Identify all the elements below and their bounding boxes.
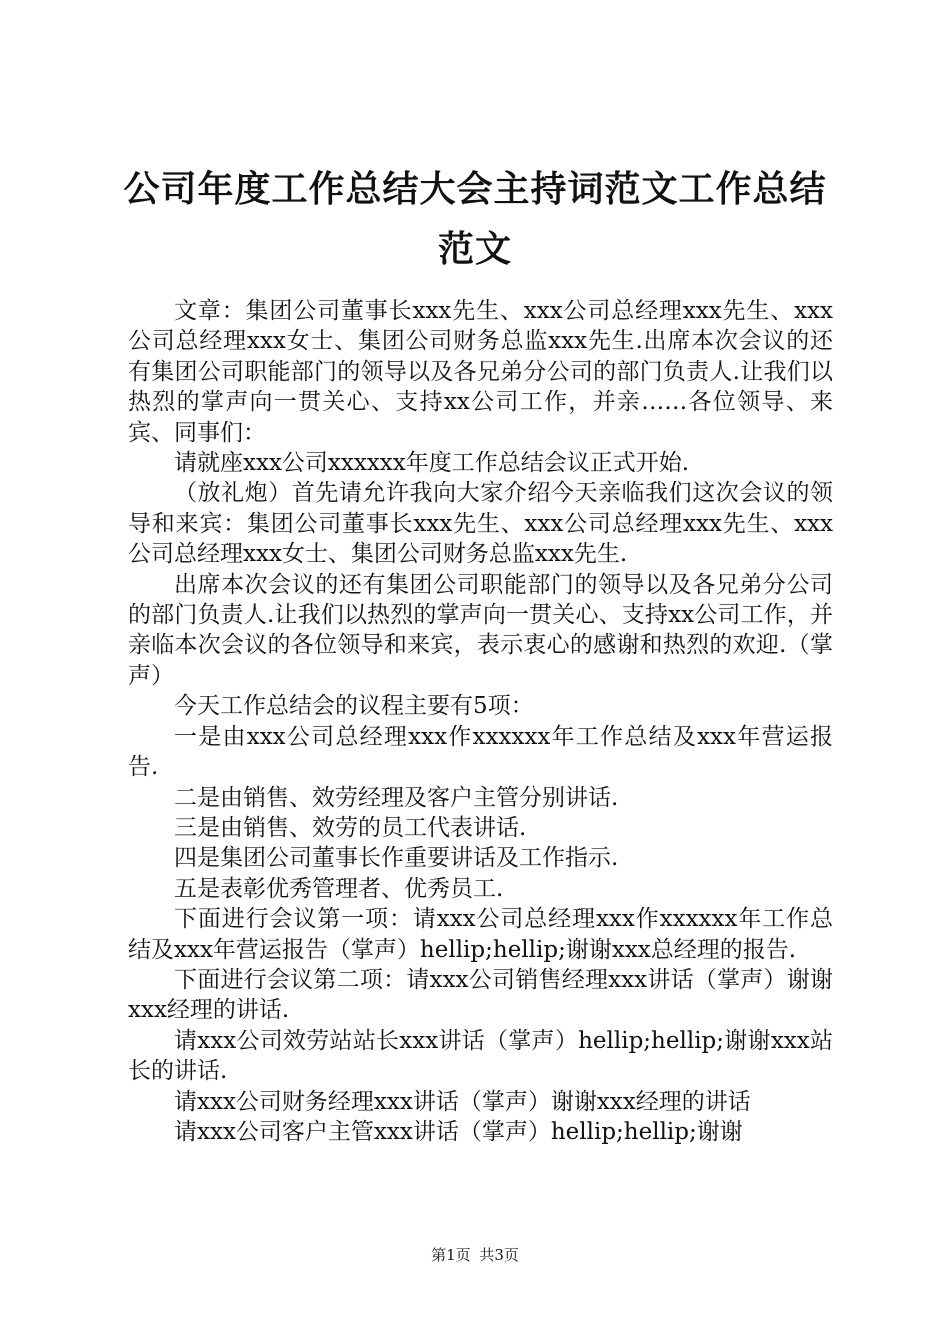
paragraph: 下面进行会议第一项：请xxx公司总经理xxx作xxxxxx年工作总结及xxx年营运报告（掌声）hellip;hellip;谢谢xxx总经理的报告.	[128, 906, 833, 963]
paragraph: 五是表彰优秀管理者、优秀员工.	[174, 875, 504, 902]
paragraph: 下面进行会议第二项：请xxx公司销售经理xxx讲话（掌声）谢谢xxx经理的讲话.	[128, 966, 833, 1024]
paragraph: （放礼炮）首先请允许我向大家介绍今天亲临我们这次会议的领导和来宾：集团公司董事长xxx先生、xxx公司总经理xxx先生、xxx公司总经理xxx女士、集团公司财务总监xxx先生.	[128, 480, 833, 568]
paragraph: 请xxx公司效劳站站长xxx讲话（掌声）hellip;hellip;谢谢xxx站长的讲话.	[128, 1027, 833, 1085]
paragraph: 四是集团公司董事长作重要讲话及工作指示.	[174, 845, 619, 872]
paragraph: 文章：集团公司董事长xxx先生、xxx公司总经理xxx先生、xxx公司总经理xxx女士、集团公司财务总监xxx先生.出席本次会议的还有集团公司职能部门的领导以及各兄弟分公司的部门负责人.让我们以热烈的掌声向一贯关心、支持xx公司工作，并亲……各位领导、来宾、同事们：	[128, 298, 833, 446]
paragraph: 请就座xxx公司xxxxxx年度工作总结会议正式开始.	[174, 450, 690, 477]
document-title: 公司年度工作总结大会主持词范文工作总结范文	[123, 169, 827, 270]
page-total: 共3页	[479, 1246, 519, 1264]
page-number: 第1页	[431, 1246, 471, 1264]
paragraph: 请xxx公司客户主管xxx讲话（掌声）hellip;hellip;谢谢	[174, 1118, 743, 1145]
paragraph: 二是由销售、效劳经理及客户主管分别讲话.	[174, 784, 619, 811]
paragraph: 请xxx公司财务经理xxx讲话（掌声）谢谢xxx经理的讲话	[174, 1088, 751, 1115]
paragraph: 三是由销售、效劳的员工代表讲话.	[174, 814, 527, 841]
document-body	[128, 296, 833, 1147]
page-footer	[0, 1244, 950, 1265]
paragraph: 出席本次会议的还有集团公司职能部门的领导以及各兄弟分公司的部门负责人.让我们以热烈的掌声向一贯关心、支持xx公司工作，并亲临本次会议的各位领导和来宾，表示衷心的感谢和热烈的欢迎.（掌声）	[128, 571, 833, 689]
paragraph: 一是由xxx公司总经理xxx作xxxxxx年工作总结及xxx年营运报告.	[128, 723, 833, 781]
paragraph: 今天工作总结会的议程主要有5项：	[174, 693, 534, 720]
